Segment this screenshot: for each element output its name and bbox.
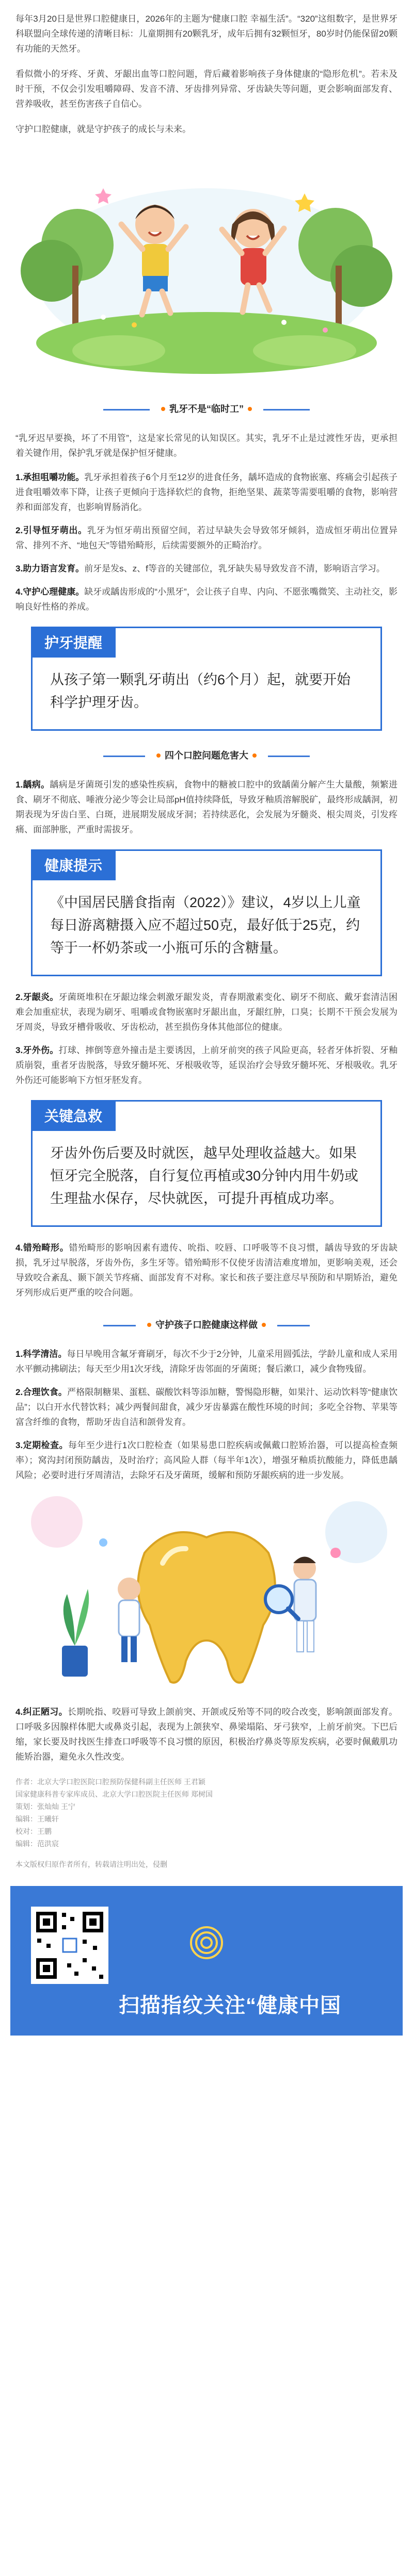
item-head: 4.守护心理健康。 <box>15 587 85 597</box>
tip-box-first-aid <box>31 1100 382 1227</box>
item-text: 乳牙为恒牙萌出预留空间，若过早缺失会导致邻牙倾斜，造成恒牙萌出位置异常、排列不齐、“地包天”等错殆畸形，后续需要额外的正畸治疗。 <box>15 526 398 550</box>
section-title-2 <box>0 748 413 764</box>
copyright-line: 本文版权归原作者所有，转载请注明出处，侵删 <box>15 1860 167 1868</box>
item-head: 3.定期检查。 <box>15 1440 68 1450</box>
item-text: 牙菌斑堆积在牙龈边缘会刺激牙龈发炎，青春期激素变化、刷牙不彻底、戴牙套清洁困难会加重症状，表现为刷牙、咀嚼或食物嵌塞时牙龈出血，牙龈红肿，口臭；长期不干预会发展为牙周炎，导致牙槽骨吸收、牙齿松动，甚至损伤身体其他部位的健康。 <box>15 992 398 1032</box>
tooth-illustration <box>15 1491 398 1697</box>
section1-item-4 <box>0 584 413 614</box>
section-title-text: 守护孩子口腔健康这样做 <box>136 1318 277 1331</box>
item-head: 1.承担咀嚼功能。 <box>15 472 85 482</box>
section-title-3 <box>0 1318 413 1333</box>
qr-code-icon <box>31 1907 108 1984</box>
section3-item-1 <box>0 1347 413 1376</box>
section-title-text: 乳牙不是“临时工” <box>150 402 263 415</box>
intro-paragraph-2: 看似微小的牙疼、牙黄、牙龈出血等口腔问题，背后藏着影响孩子身体健康的“隐形危机”。若未及时干预，不仅会引发咀嚼障碍、发音不清、牙齿排列异常、牙齿缺失等问题，更会影响面部发育、营养吸收，甚至伤害孩子自信心。 <box>15 69 398 109</box>
section2-item-2 <box>0 990 413 1035</box>
tip-tag: 关键急救 <box>31 1100 116 1131</box>
section1-item-2 <box>0 523 413 553</box>
item-head: 4.纠正陋习。 <box>15 1707 68 1717</box>
reviewer-line: 国家健康科普专家库成员、北京大学口腔医院主任医师 郑树国 <box>15 1790 213 1798</box>
item-text: 每年至少进行1次口腔检查（如果易患口腔疾病或佩戴口腔矫治器，可以提高检查频率）；窝沟封闭预防龋齿，及时治疗；高风险人群（每半年1次），增强牙釉质抗酸能力，降低患龋风险；必要时进行牙周清洁，去除牙石及牙菌斑，缓解和预防牙龈疾病的进一步发展。 <box>15 1440 398 1480</box>
intro-paragraph-3: 守护口腔健康，就是守护孩子的成长与未来。 <box>15 124 191 134</box>
item-text: 错殆畸形的影响因素有遗传、吮指、咬唇、口呼吸等不良习惯，龋齿导致的牙齿缺损，乳牙过早脱落，牙齿外伤，多生牙等。错殆畸形不仅使牙齿清洁难度增加，更影响美观，还会导致咬合紊乱、颞下颌关节疼痛、面部发育不对称。家长和孩子要注意尽早预防和早期矫治，避免牙列形成后更严重的咬合问题。 <box>15 1243 398 1298</box>
section2-item-1 <box>0 777 413 837</box>
planner-line: 策划：张灿灿 王宁 <box>15 1802 75 1811</box>
item-text: 前牙是发s、z、f等音的关键部位，乳牙缺失易导致发音不清，影响语言学习。 <box>84 564 385 573</box>
item-head: 4.错殆畸形。 <box>15 1243 69 1253</box>
tip-box-health-hint <box>31 849 382 976</box>
item-head: 1.科学清洁。 <box>15 1349 67 1359</box>
item-text: 长期吮指、咬唇可导致上颌前突、开颌或反殆等不同的咬合改变，影响颌面部发育。口呼吸多因腺样体肥大或鼻炎引起，表现为上颌狭窄、鼻梁塌陷、牙弓狭窄，上前牙前突。下巴后缩，家长要及时找医生排查口呼吸等不良习惯的原因，积极治疗鼻炎等原发疾病，必要时佩戴肌功能矫治器，避免永久性改变。 <box>15 1707 398 1762</box>
qr-code[interactable] <box>31 1907 108 1984</box>
item-text: 每日早晚用含氟牙膏刷牙，每次不少于2分钟，儿童采用圆弧法，学龄儿童和成人采用水平颤动拂刷法；每天至少用1次牙线，清除牙齿邻面的牙菌斑；餐后漱口，减少食物残留。 <box>15 1349 398 1374</box>
item-head: 1.龋病。 <box>15 780 50 790</box>
children-park-illustration <box>15 147 398 384</box>
editor-line: 编辑：王曦轩 <box>15 1815 59 1823</box>
item-text: 龋病是牙菌斑引发的感染性疾病，食物中的糖被口腔中的致龋菌分解产生大量酸，频繁进食、刷牙不彻底、唾液分泌少等会让局部pH值持续降低，导致牙釉质溶解脱矿，最终形成龋洞，初期表现为牙齿白垩、白斑，进展期发展成牙洞；若持续恶化，会发展为牙髓炎、根尖周炎，引发疼痛、面部肿胀，严重时需拔牙。 <box>15 780 398 834</box>
item-text: 缺牙或龋齿形成的“小黑牙”，会让孩子自卑、内向、不愿张嘴微笑、主动社交，影响良好性格的养成。 <box>15 587 398 612</box>
section1-item-1 <box>0 470 413 515</box>
editor2-line: 编辑：范洪宸 <box>15 1840 59 1848</box>
section2-item-4 <box>0 1240 413 1300</box>
section3-item-4 <box>0 1704 413 1764</box>
tip-content: 从孩子第一颗乳牙萌出（约6个月）起，就要开始科学护理牙齿。 <box>50 672 351 710</box>
tip-tag: 护牙提醒 <box>31 627 116 658</box>
hero-illustration <box>15 147 398 384</box>
section2-item-3 <box>0 1043 413 1088</box>
article-meta <box>0 1776 413 1850</box>
section-title-text: 四个口腔问题危害大 <box>145 748 268 762</box>
proofread-line: 校对：王鹏 <box>15 1827 52 1835</box>
item-head: 2.引导恒牙萌出。 <box>15 526 87 535</box>
tip-content: 牙齿外伤后要及时就医，越早处理收益越大。如果恒牙完全脱落，自行复位再植或30分钟内用牛奶或生理盐水保存，尽快就医，可提升再植成功率。 <box>50 1145 359 1206</box>
item-text: 打球、摔倒等意外撞击是主要诱因，上前牙前突的孩子风险更高，轻者牙体折裂、牙釉质崩裂，重者牙齿脱落，导致牙髓坏死、牙根吸收等，延误治疗会导致牙髓坏死、牙根吸收。乳牙外伤还可能影响下方恒牙胚发育。 <box>15 1045 398 1085</box>
section3-item-2 <box>0 1385 413 1430</box>
item-head: 3.牙外伤。 <box>15 1045 59 1055</box>
section1-item-3 <box>0 561 413 576</box>
item-head: 2.合理饮食。 <box>15 1387 68 1397</box>
item-text: 乳牙承担着孩子6个月至12岁的进食任务，龋坏造成的食物嵌塞、疼痛会引起孩子进食咀嚼效率下降，让孩子更倾向于选择软烂的食物，拒绝坚果、蔬菜等需要咀嚼的食物，影响营养和面部发育，也影响胃肠消化。 <box>15 472 398 512</box>
section-title-1 <box>0 402 413 417</box>
tip-tag: 健康提示 <box>31 849 116 880</box>
fingerprint-icon <box>186 1922 227 1963</box>
intro-paragraph-1: 每年3月20日是世界口腔健康日，2026年的主题为“健康口腔 幸福生活”。“320”这组数字，是世界牙科联盟向全球传递的清晰目标：儿童期拥有20颗乳牙，成年后拥有32颗恒牙，80岁时仍能保留20颗有功能的天然牙。 <box>15 14 398 54</box>
qr-follow-banner <box>10 1886 403 2036</box>
tip-content: 《中国居民膳食指南（2022）》建议，4岁以上儿童每日游离糖摄入应不超过50克，最好低于25克，约等于一杯奶茶或一小瓶可乐的含糖量。 <box>50 895 361 956</box>
item-head: 2.牙龈炎。 <box>15 992 59 1002</box>
item-head: 3.助力语言发育。 <box>15 564 85 573</box>
author-line: 作者：北京大学口腔医院口腔预防保健科副主任医师 王君颖 <box>15 1778 205 1786</box>
section1-lead: “乳牙迟早要换，坏了不用管”，这是家长常见的认知误区。其实，乳牙不止是过渡性牙齿，更承担着关键作用，保护乳牙就是保护恒牙健康。 <box>15 433 398 458</box>
tip-box-care-reminder <box>31 627 382 731</box>
section3-item-3 <box>0 1438 413 1483</box>
item-text: 严格限制糖果、蛋糕、碳酸饮料等添加糖，警惕隐形糖，如果汁、运动饮料等“健康饮品”；以白开水代替饮料；减少两餐间甜食，减少牙齿暴露在酸性环境的时间；多吃全谷物、苹果等富含纤维的食物，帮助牙齿自洁和颌骨发育。 <box>15 1387 398 1427</box>
banner-slogan: 扫描指纹关注“健康中国 <box>119 1994 341 2017</box>
tooth-checkup-illustration <box>15 1491 398 1697</box>
